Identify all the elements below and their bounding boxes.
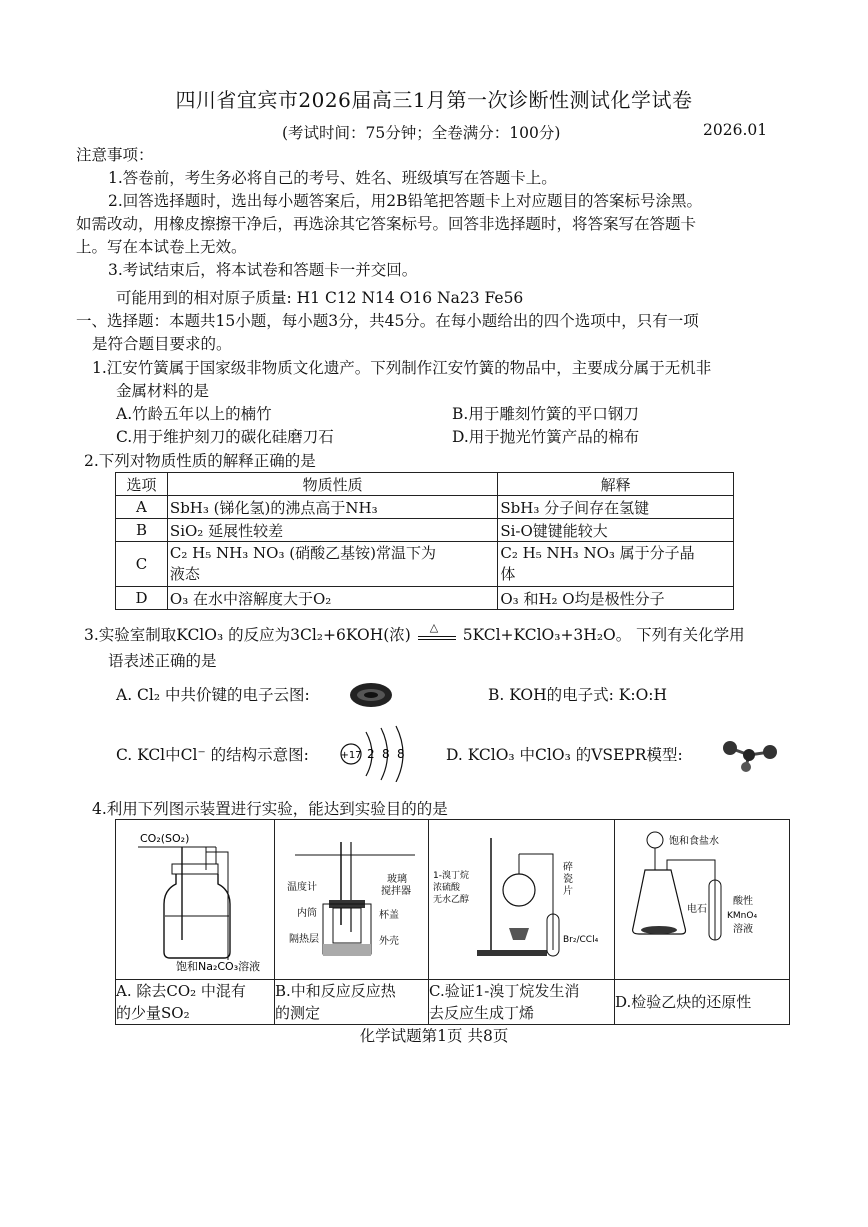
figure-cell-a	[116, 820, 275, 980]
figure-cell-b	[275, 820, 429, 980]
q1-stem: 1.江安竹簧属于国家级非物质文化遗产。下列制作江安竹簧的物品中，主要成分属于无机非	[92, 359, 712, 377]
atomic-mass: 可能用到的相对原子质量: H1 C12 N14 O16 Na23 Fe56	[116, 289, 524, 307]
option-cell: B	[116, 519, 168, 542]
q1-stem-cont: 金属材料的是	[116, 382, 210, 400]
gas-label: CO₂(SO₂)	[140, 832, 190, 845]
figure-cell-c	[429, 820, 615, 980]
q3-option-c: C. KCl中Cl⁻ 的结构示意图:	[116, 746, 309, 764]
table-row	[116, 542, 734, 587]
table-row	[116, 587, 734, 610]
caption-line: 去反应生成丁烯	[429, 1004, 535, 1022]
table-header-row	[116, 473, 734, 496]
calorimeter-diagram	[275, 820, 428, 975]
notice-item-2-cont: 如需改动，用橡皮擦擦干净后，再选涂其它答案标号。回答非选择题时，将答案写在答题卡	[76, 215, 697, 233]
shell-electrons: 8	[397, 747, 405, 761]
porcelain-label: 片	[563, 886, 573, 897]
outer-shell-label: 外壳	[379, 936, 399, 947]
carbide-label: 电石	[687, 904, 707, 915]
property-cell	[167, 542, 497, 587]
porcelain-label: 碎	[563, 862, 573, 873]
reagent-label: 无水乙醇	[433, 895, 470, 905]
reagent-label: 浓硫酸	[433, 883, 461, 893]
porcelain-label: 瓷	[563, 874, 573, 885]
caption-line: B.中和反应反应热	[275, 982, 396, 1000]
caption-line: 的测定	[275, 1004, 321, 1022]
notice-item-1: 1.答卷前，考生务必将自己的考号、姓名、班级填写在答题卡上。	[108, 169, 557, 187]
q3-stem-post: 5KCl+KClO₃+3H₂O。 下列有关化学用	[462, 626, 745, 644]
q1-option-a: A.竹龄五年以上的楠竹	[116, 405, 272, 423]
thermometer-label: 温度计	[287, 882, 317, 893]
q2-stem: 2.下列对物质性质的解释正确的是	[84, 452, 316, 470]
notice-heading: 注意事项：	[76, 146, 154, 164]
q4-option-a	[116, 980, 275, 1025]
explanation-cell: Si-O键键能较大	[498, 519, 734, 542]
stirrer-label: 搅拌器	[381, 886, 411, 897]
q3-stem-pre: 3.实验室制取KClO₃ 的反应为3Cl₂+6KOH(浓)	[84, 626, 411, 644]
option-cell: A	[116, 496, 168, 519]
shell-electrons: 8	[382, 747, 390, 761]
q3-stem	[84, 621, 745, 646]
q3-option-b: B. KOH的电子式: K:O:H	[488, 686, 668, 704]
vsepr-model-image	[718, 738, 780, 772]
option-cell: D	[116, 587, 168, 610]
nucleus-charge: +17	[340, 750, 362, 761]
explanation-cell: SbH₃ 分子间存在氢键	[498, 496, 734, 519]
caption-line: A. 除去CO₂ 中混有	[116, 982, 246, 1000]
section-heading-cont: 是符合题目要求的。	[92, 335, 232, 353]
reaction-arrow	[416, 621, 458, 646]
explanation-line: 体	[500, 565, 516, 583]
figure-row	[116, 820, 790, 980]
q4-stem: 4.利用下列图示装置进行实验，能达到实验目的的是	[92, 800, 448, 818]
caption-row	[116, 980, 790, 1025]
explanation-cell	[498, 542, 734, 587]
solution-label: 饱和Na₂CO₃溶液	[176, 960, 261, 973]
kmno4-label: 溶液	[733, 924, 753, 935]
explanation-cell: O₃ 和H₂ O均是极性分子	[498, 587, 734, 610]
section-heading: 一、选择题：本题共15小题，每小题3分，共45分。在每小题给出的四个选项中，只有一项	[76, 312, 699, 330]
property-line: 液态	[169, 565, 200, 583]
exam-title: 四川省宜宾市2026届高三1月第一次诊断性测试化学试卷	[175, 88, 693, 112]
reagent-label: 1-溴丁烷	[433, 871, 469, 881]
exam-date: 2026.01	[703, 121, 768, 139]
brine-label: 饱和食盐水	[669, 836, 719, 847]
shell-electrons: 2	[367, 747, 375, 761]
property-cell: SbH₃ (锑化氢)的沸点高于NH₃	[167, 496, 497, 519]
explanation-line: C₂ H₅ NH₃ NO₃ 属于分子晶	[500, 544, 695, 562]
q4-option-b	[275, 980, 429, 1025]
lid-label: 杯盖	[379, 910, 399, 921]
table-row	[116, 496, 734, 519]
property-cell: O₃ 在水中溶解度大于O₂	[167, 587, 497, 610]
figure-cell-d	[615, 820, 790, 980]
notice-item-3: 3.考试结束后，将本试卷和答题卡一并交回。	[108, 261, 418, 279]
kmno4-label: KMnO₄	[727, 911, 758, 921]
q4-option-c	[429, 980, 615, 1025]
option-cell: C	[116, 542, 168, 587]
q3-stem-cont: 语表述正确的是	[108, 652, 217, 670]
bromine-solution-label: Br₂/CCl₄	[563, 935, 599, 945]
q3-option-a: A. Cl₂ 中共价键的电子云图:	[116, 686, 310, 704]
table-row	[116, 519, 734, 542]
acetylene-apparatus-diagram	[615, 820, 789, 975]
q1-option-d: D.用于抛光竹簧产品的棉布	[452, 428, 640, 446]
q1-option-c: C.用于维护刻刀的碳化硅磨刀石	[116, 428, 334, 446]
electron-cloud-image	[348, 680, 394, 710]
exam-info: (考试时间：75分钟；全卷满分：100分)	[282, 124, 561, 142]
heat-condition: △	[429, 621, 439, 634]
kmno4-label: 酸性	[733, 896, 753, 907]
stirrer-label: 玻璃	[387, 874, 407, 885]
table-header: 解释	[498, 473, 734, 496]
q4-option-d: D.检验乙炔的还原性	[615, 980, 790, 1025]
insulation-label: 隔热层	[289, 934, 319, 945]
page-footer: 化学试题第1页 共8页	[359, 1027, 509, 1045]
elimination-apparatus-diagram	[429, 820, 614, 975]
q1-option-b: B.用于雕刻竹簧的平口钢刀	[452, 405, 639, 423]
property-line: C₂ H₅ NH₃ NO₃ (硝酸乙基铵)常温下为	[169, 544, 436, 562]
caption-line: C.验证1-溴丁烷发生消	[429, 982, 580, 1000]
notice-item-2-end: 上。写在本试卷上无效。	[76, 238, 247, 256]
gas-washing-bottle-diagram	[116, 820, 274, 975]
notice-item-2: 2.回答选择题时，选出每小题答案后，用2B铅笔把答题卡上对应题目的答案标号涂黑。	[108, 192, 703, 210]
inner-cup-label: 内筒	[297, 908, 317, 919]
q4-apparatus-table	[115, 819, 790, 1025]
table-header: 选项	[116, 473, 168, 496]
property-cell: SiO₂ 延展性较差	[167, 519, 497, 542]
q2-table	[115, 472, 734, 610]
table-header: 物质性质	[167, 473, 497, 496]
caption-line: 的少量SO₂	[116, 1004, 190, 1022]
q3-option-d: D. KClO₃ 中ClO₃ 的VSEPR模型:	[446, 746, 683, 764]
atom-structure-diagram	[336, 722, 416, 782]
